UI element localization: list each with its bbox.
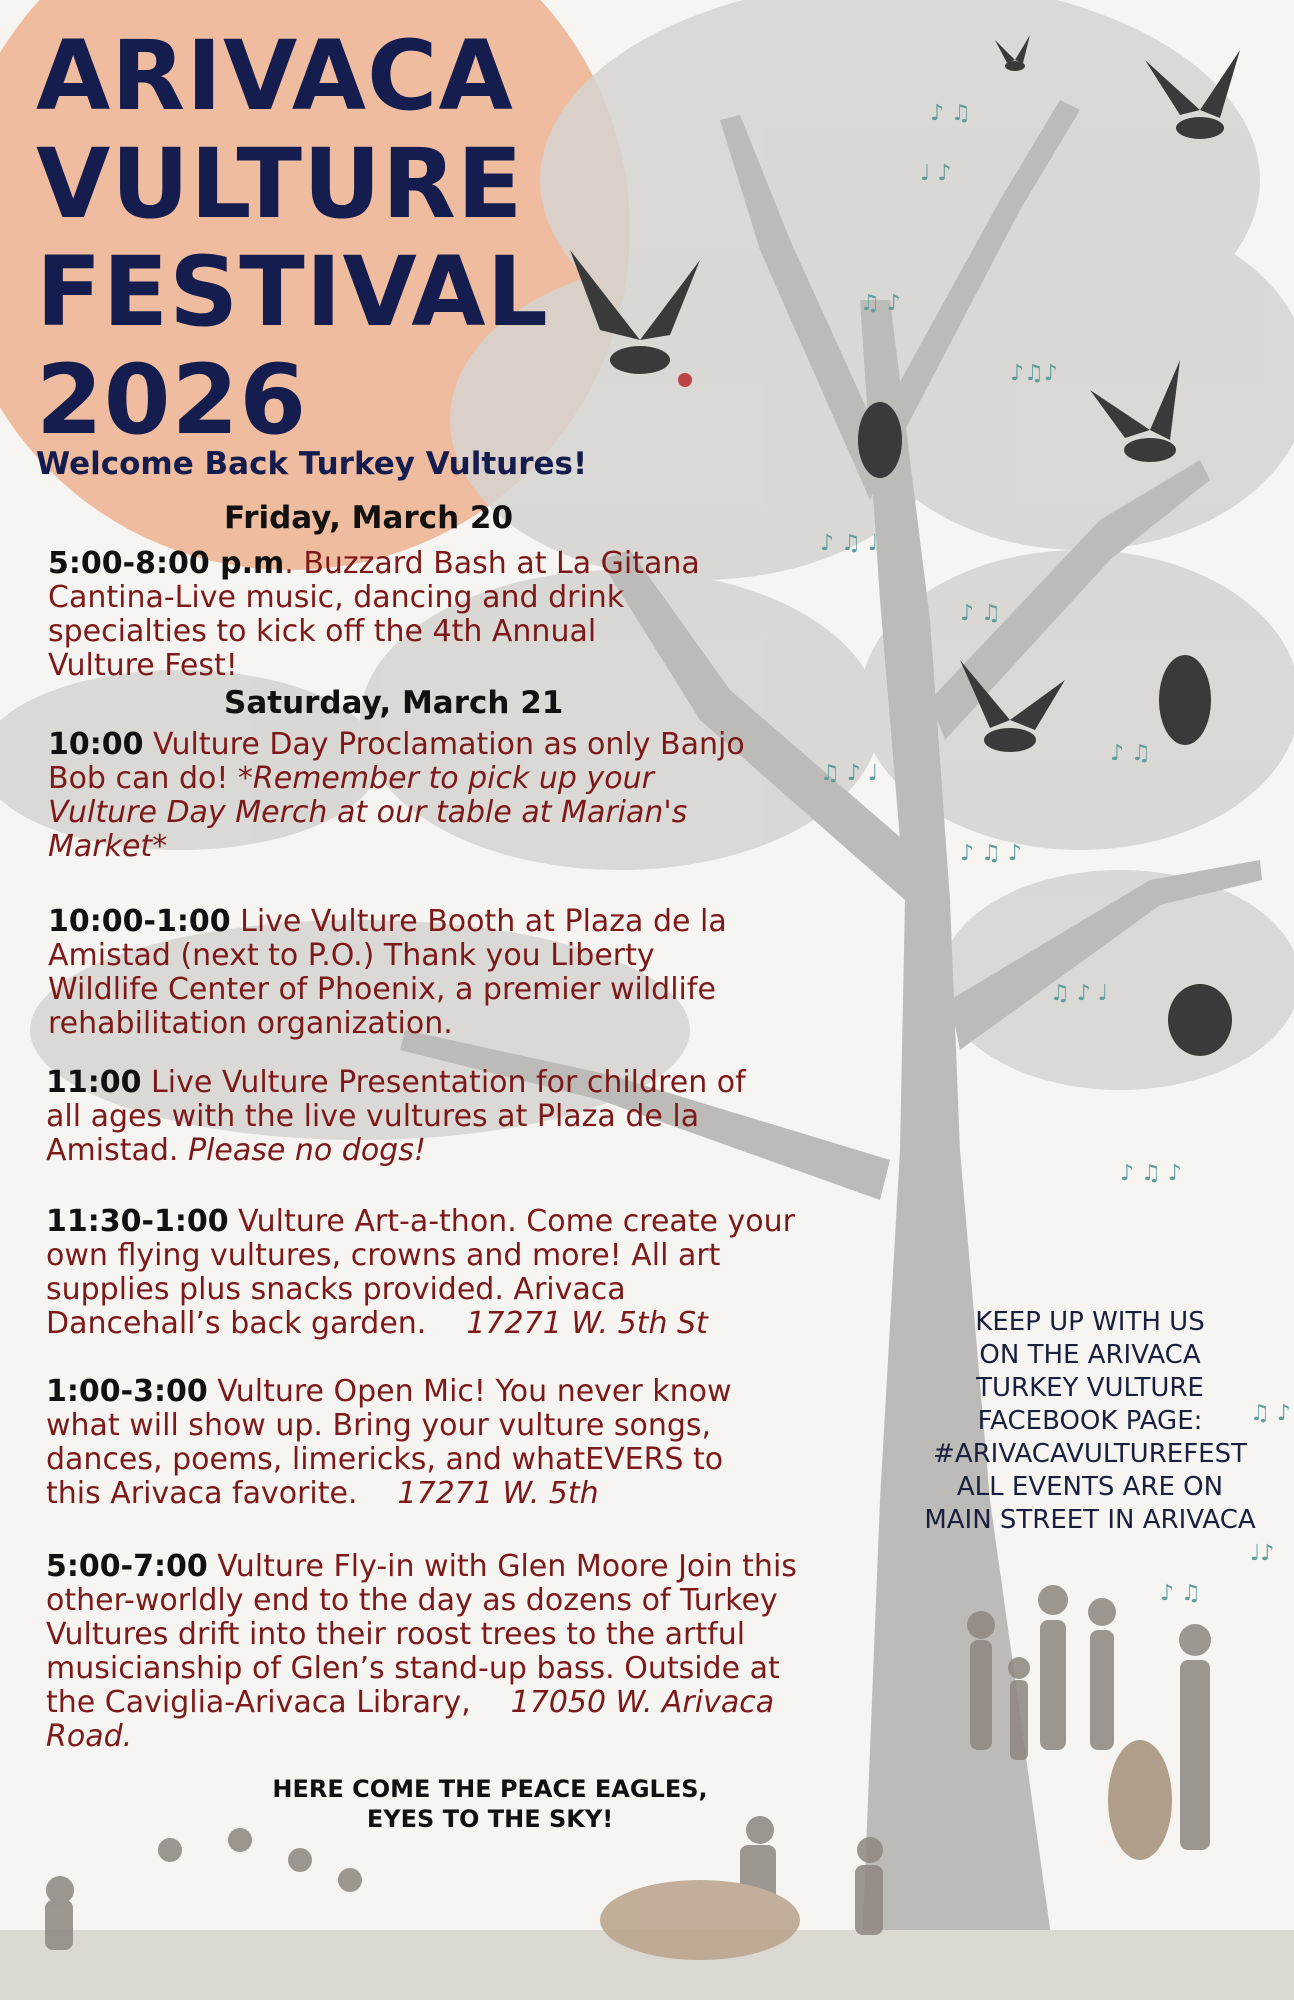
- event-friday-buzzard-bash: [48, 547, 708, 683]
- title-line: FESTIVAL: [36, 236, 549, 348]
- svg-text:♪ ♫ ♩: ♪ ♫ ♩: [820, 531, 879, 556]
- svg-text:♪ ♫: ♪ ♫: [960, 601, 1001, 626]
- title-line: ARIVACA: [36, 20, 514, 132]
- svg-text:♩♪: ♩♪: [1250, 1541, 1275, 1566]
- sidebar-line: ALL EVENTS ARE ON: [956, 1472, 1224, 1502]
- event-vulture-presentation: [46, 1066, 786, 1168]
- closing-tagline: [230, 1774, 750, 1834]
- event-time: 10:00: [48, 727, 144, 762]
- tagline-line: HERE COME THE PEACE EAGLES,: [272, 1775, 708, 1803]
- event-text: Live Vulture Booth at Plaza de la Amistad (next to P.O.) Thank you Liberty Wildlife Center of Phoenix, a premier wildlife rehabilitation organization.: [48, 904, 727, 1041]
- title-line: VULTURE: [36, 128, 524, 240]
- event-address: 17050 W. Arivaca Road.: [46, 1685, 775, 1754]
- event-time: 10:00-1:00: [48, 904, 231, 939]
- sidebar-line: TURKEY VULTURE: [976, 1373, 1204, 1403]
- event-address: 17271 W. 5th: [397, 1476, 599, 1511]
- hashtag: #ARIVACAVULTUREFEST: [933, 1439, 1247, 1469]
- svg-text:♪ ♫: ♪ ♫: [1160, 1581, 1201, 1606]
- sidebar-line: FACEBOOK PAGE:: [977, 1406, 1203, 1436]
- svg-text:♪ ♫: ♪ ♫: [930, 101, 971, 126]
- event-note: *Remember to pick up your Vulture Day Merch at our table at Marian's Market*: [48, 761, 688, 864]
- svg-text:♫ ♪: ♫ ♪: [1250, 1401, 1291, 1426]
- svg-text:♪ ♫: ♪ ♫: [1110, 741, 1151, 766]
- sidebar-line: ON THE ARIVACA: [979, 1340, 1201, 1370]
- event-time: 5:00-8:00 p.m: [48, 546, 285, 581]
- event-time: 11:00: [46, 1065, 142, 1100]
- sidebar-line: MAIN STREET IN ARIVACA: [924, 1505, 1256, 1535]
- event-text: Vulture Open Mic! You never know what will show up. Bring your vulture songs, dances, poems, limericks, and whatEVERS to this Arivaca favorite.: [46, 1374, 732, 1511]
- event-text: Vulture Art-a-thon. Come create your own flying vultures, crowns and more! All art supplies plus snacks provided. Arivaca Dancehall’s back garden.: [46, 1204, 796, 1341]
- sidebar-line: KEEP UP WITH US: [975, 1307, 1205, 1337]
- friday-heading: Friday, March 20: [224, 500, 514, 536]
- welcome-subtitle: Welcome Back Turkey Vultures!: [36, 446, 588, 482]
- event-open-mic: [46, 1375, 786, 1511]
- svg-text:♩ ♪: ♩ ♪: [920, 161, 952, 186]
- event-fly-in: [46, 1550, 806, 1754]
- event-text: Live Vulture Presentation for children of all ages with the live vultures at Plaza de la Amistad.: [46, 1065, 746, 1168]
- svg-text:♪ ♫ ♪: ♪ ♫ ♪: [960, 841, 1022, 866]
- event-note: Please no dogs!: [187, 1133, 426, 1168]
- saturday-heading: Saturday, March 21: [224, 685, 564, 721]
- svg-text:♫ ♪ ♩: ♫ ♪ ♩: [820, 761, 879, 786]
- event-text: Vulture Day Proclamation as only Banjo Bob can do!: [48, 727, 745, 796]
- tagline-line: EYES TO THE SKY!: [366, 1805, 614, 1833]
- event-time: 11:30-1:00: [46, 1204, 229, 1239]
- event-art-a-thon: [46, 1205, 796, 1341]
- event-address: 17271 W. 5th St: [466, 1306, 708, 1341]
- svg-text:♫ ♪: ♫ ♪: [860, 291, 901, 316]
- event-text: Vulture Fly-in with Glen Moore Join this other-worldly end to the day as dozens of Turkey Vultures drift into their roost trees to the artful musicianship of Glen’s stand-up bass. Outside at the Caviglia-Arivaca Library,: [46, 1549, 797, 1720]
- event-proclamation: [48, 728, 748, 864]
- svg-text:♪ ♫ ♪: ♪ ♫ ♪: [1120, 1161, 1182, 1186]
- facebook-info: [900, 1306, 1280, 1537]
- svg-text:♪♫♪: ♪♫♪: [1010, 361, 1058, 386]
- event-text: . Buzzard Bash at La Gitana Cantina-Live music, dancing and drink specialties to kick off the 4th Annual Vulture Fest!: [48, 546, 700, 683]
- festival-title: [36, 22, 549, 454]
- event-time: 1:00-3:00: [46, 1374, 208, 1409]
- event-time: 5:00-7:00: [46, 1549, 208, 1584]
- event-live-vulture-booth: [48, 905, 768, 1041]
- svg-text:♫ ♪ ♩: ♫ ♪ ♩: [1050, 981, 1109, 1006]
- title-line: 2026: [36, 344, 308, 456]
